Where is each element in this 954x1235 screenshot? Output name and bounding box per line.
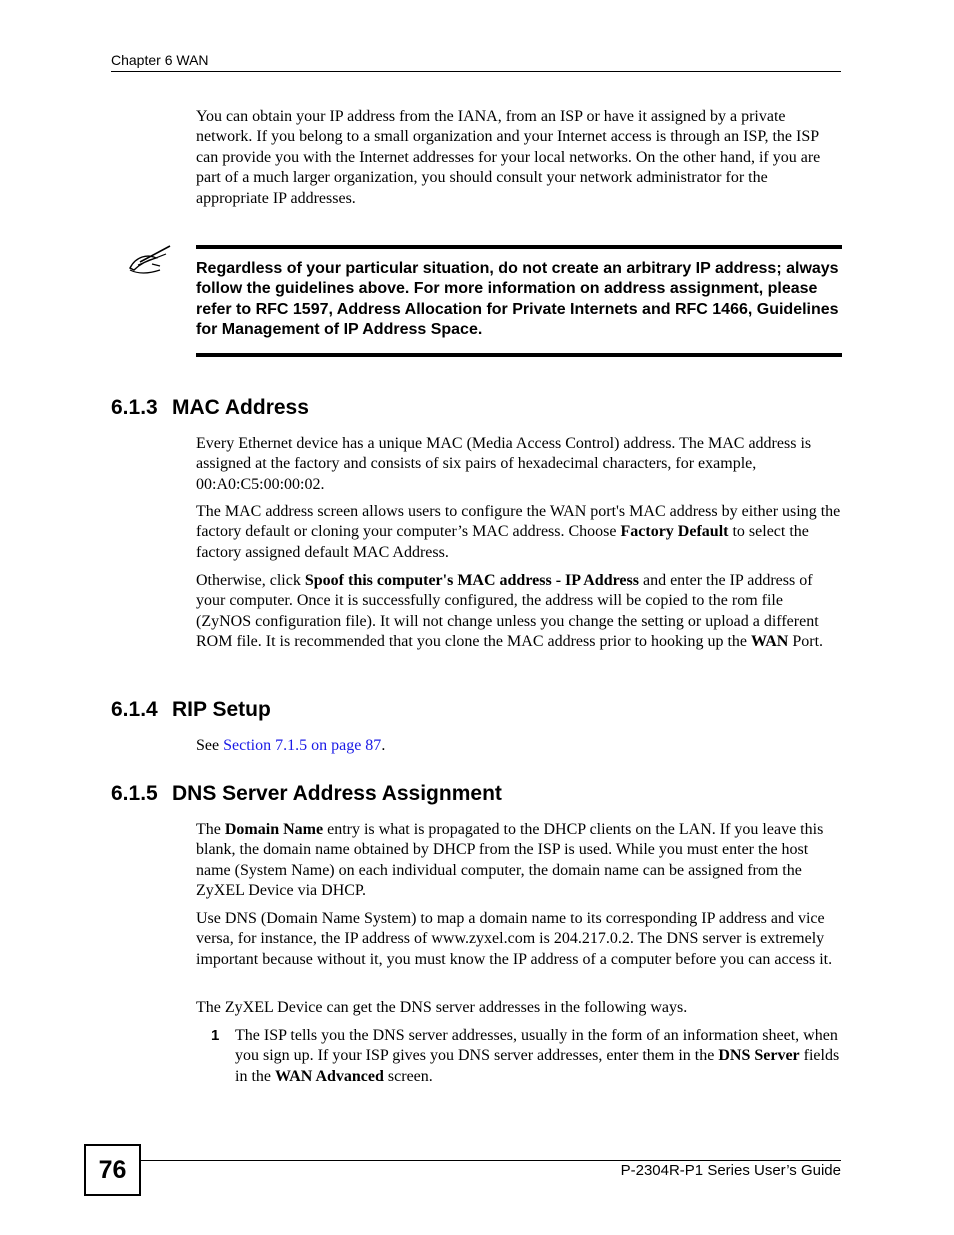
mac-paragraph-2: [196, 502, 841, 563]
note-top-rule: [196, 245, 842, 249]
text-run: The ISP tells you the DNS server addresses, usually in the form of an information sheet, when you sign up. If your ISP gives you DNS server addresses, enter them in the: [235, 1027, 838, 1065]
text-run: Port.: [788, 633, 824, 651]
text-run: The MAC address screen allows users to configure the WAN port's MAC address by either using the factory default or cloning your computer’s MAC address. Choose: [196, 503, 841, 541]
section-7-1-5-link[interactable]: Section 7.1.5 on page 87: [223, 737, 382, 754]
heading-rip-setup: [111, 698, 271, 722]
heading-dns-server: [111, 782, 502, 806]
note-text: Regardless of your particular situation, do not create an arbitrary IP address; always follow the guidelines above. For more information on address assignment, please refer to RFC 1597, Address Allocation for Private Internets and RFC 1466, Guidelines for Management of IP Address Space.: [196, 260, 839, 339]
heading-title: RIP Setup: [172, 698, 271, 721]
heading-number: 6.1.4: [111, 698, 158, 721]
spoof-mac-term: Spoof this computer's MAC address - IP Address: [304, 572, 639, 589]
step-text: [235, 1026, 841, 1087]
intro-paragraph: You can obtain your IP address from the IANA, from an ISP or have it assigned by a private network. If you belong to a small organization and your Internet access is through an ISP, the ISP can provide you with the Internet addresses for your local networks. On the other hand, if you are part of a much larger organization, you should consult your network administrator for the appropriate IP addresses.: [196, 108, 821, 207]
text-run: The: [196, 821, 225, 838]
wan-advanced-term: WAN Advanced: [275, 1067, 384, 1085]
text-run: screen.: [383, 1067, 433, 1085]
dns-paragraph-2: Use DNS (Domain Name System) to map a domain name to its corresponding IP address and vice versa, for instance, the IP address of www.zyxel.com is 204.217.0.2. The DNS server is extremely important because without it, you must know the IP address of a computer before you can access it.: [196, 910, 833, 968]
pen-note-icon: [126, 244, 174, 276]
heading-mac-address: [111, 396, 309, 420]
heading-title: MAC Address: [172, 396, 309, 419]
note-bottom-rule: [196, 353, 842, 357]
dns-server-term: DNS Server: [718, 1047, 800, 1065]
heading-number: 6.1.5: [111, 782, 158, 805]
mac-paragraph-3: [196, 571, 841, 653]
text-run: See: [196, 737, 224, 754]
factory-default-term: Factory Default: [620, 523, 729, 541]
footer-rule: [139, 1160, 841, 1161]
domain-name-term: Domain Name: [224, 821, 324, 838]
dns-paragraph-1: [196, 820, 841, 902]
heading-number: 6.1.3: [111, 396, 158, 419]
text-run: fields in the: [235, 1047, 840, 1085]
dns-paragraph-3: The ZyXEL Device can get the DNS server addresses in the following ways.: [196, 999, 688, 1016]
page-number: 76: [84, 1144, 141, 1196]
text-run: entry is what is propagated to the DHCP clients on the LAN. If you leave this blank, the domain name obtained by DHCP from the ISP is used. While you must enter the host name (System Name) on each individual computer, the domain name can be assigned from the ZyXEL Device via DHCP.: [196, 821, 824, 900]
wan-term: WAN: [751, 633, 789, 651]
text-run: to select the factory assigned default MAC Address.: [196, 523, 809, 561]
footer-guide-title: P-2304R-P1 Series User’s Guide: [620, 1162, 841, 1179]
heading-title: DNS Server Address Assignment: [172, 782, 502, 805]
running-header: Chapter 6 WAN: [111, 52, 209, 68]
step-number: 1: [211, 1027, 220, 1044]
text-run: Otherwise, click: [196, 572, 305, 589]
text-run: and enter the IP address of your computer. Once it is successfully configured, the address will be copied to the rom file (ZyNOS configuration file). It will not change unless you change the setting or upload a different ROM file. It is recommended that you clone the MAC address prior to hooking up the: [196, 572, 819, 651]
rip-paragraph: [196, 736, 841, 756]
text-run: .: [381, 737, 386, 754]
header-rule: [111, 71, 841, 72]
mac-paragraph-1: Every Ethernet device has a unique MAC (Media Access Control) address. The MAC address is assigned at the factory and consists of six pairs of hexadecimal characters, for example, 00:A0:C5:00:00:02.: [196, 435, 812, 493]
